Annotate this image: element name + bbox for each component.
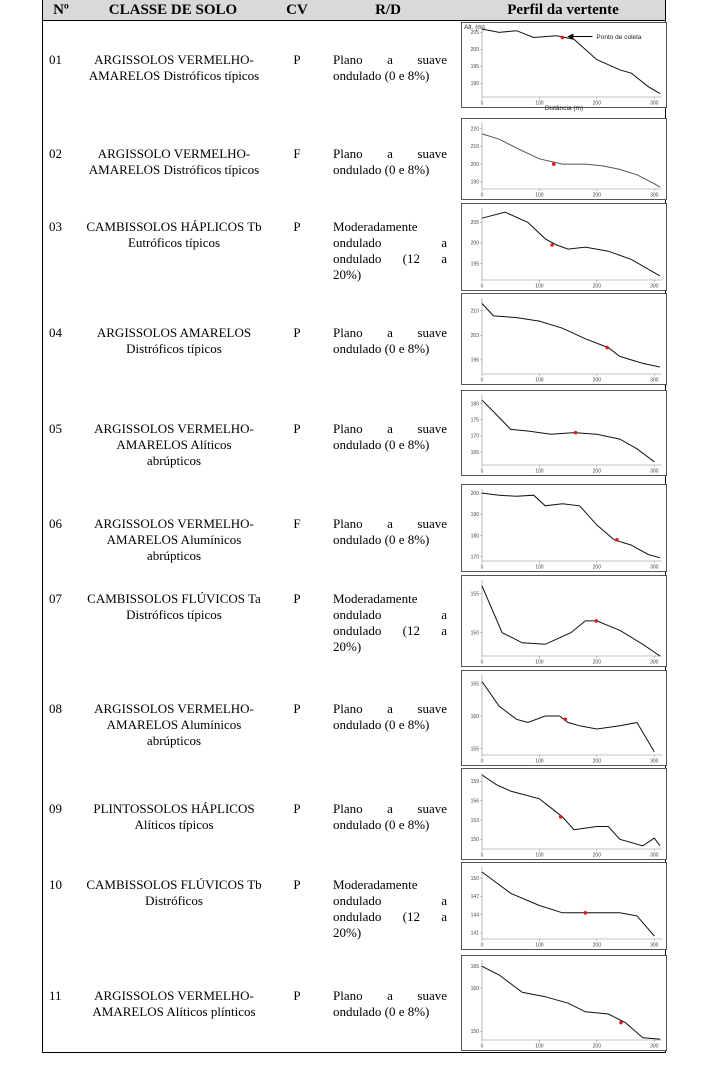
y-tick-label: 210 (470, 308, 479, 315)
soil-class-line: CAMBISSOLOS HÁPLICOS Tb (86, 219, 262, 234)
y-tick-label: 190 (470, 81, 479, 88)
cv-value: P (293, 801, 301, 816)
relief-line: ondulado a (333, 607, 447, 622)
profile-chart-svg (462, 671, 666, 765)
table-header (43, 0, 665, 21)
row-number: 08 (49, 701, 62, 716)
x-tick-label: 100 (535, 852, 544, 859)
x-tick-label: 200 (592, 564, 602, 571)
profile-line (482, 872, 654, 936)
relief-description (333, 877, 447, 941)
y-tick-label: 175 (470, 417, 479, 424)
x-tick-label: 100 (535, 192, 544, 199)
x-tick-label: 300 (650, 942, 659, 949)
row-number: 03 (49, 219, 62, 234)
profile-line (482, 212, 660, 276)
relief-line: 20%) (333, 639, 362, 654)
row-number: 10 (49, 877, 62, 892)
relief-description (333, 219, 447, 283)
x-tick-label: 200 (592, 100, 602, 107)
relief-line: Moderadamente (333, 219, 418, 234)
soil-table (42, 0, 666, 1053)
profile-chart (461, 955, 667, 1051)
x-tick-label: 100 (535, 1043, 544, 1050)
x-tick-label: 200 (592, 659, 602, 666)
profile-chart-svg (462, 769, 666, 859)
collection-point-marker (619, 1021, 623, 1025)
row-number: 04 (49, 325, 62, 340)
cv-value: P (293, 421, 301, 436)
soil-class-line: abrúpticos (146, 453, 202, 468)
cv-value: P (293, 325, 301, 340)
collection-point-marker (615, 538, 619, 542)
x-tick-label: 200 (592, 852, 602, 859)
relief-line: Plano a suave (333, 701, 447, 716)
relief-line: ondulado (0 e 8%) (333, 162, 430, 177)
y-tick-label: 141 (470, 930, 479, 937)
x-tick-label: 300 (650, 564, 659, 571)
y-tick-label: 170 (470, 554, 479, 561)
profile-chart (461, 293, 667, 385)
profile-line (482, 586, 660, 656)
cv-value: P (293, 988, 301, 1003)
y-tick-label: 200 (470, 240, 479, 247)
x-tick-label: 200 (592, 283, 602, 290)
relief-description (333, 801, 447, 833)
cv-value: P (293, 701, 301, 716)
y-tick-label: 153 (470, 817, 479, 824)
y-tick-label: 205 (470, 30, 479, 37)
soil-class-line: Distróficos (145, 893, 203, 908)
soil-class-line: AMARELOS Distróficos típicos (88, 162, 260, 177)
x-tick-label: 100 (535, 377, 544, 384)
x-tick-label: 200 (592, 377, 602, 384)
x-tick-label: 0 (480, 659, 484, 666)
y-tick-label: 205 (470, 220, 479, 227)
profile-line (482, 682, 654, 752)
soil-class-line: AMARELOS Alíticos plínticos (92, 1004, 256, 1019)
soil-class-line: ARGISSOLOS VERMELHO- (94, 52, 254, 67)
x-tick-label: 100 (535, 468, 544, 475)
profile-chart (461, 768, 667, 860)
relief-line: ondulado (0 e 8%) (333, 532, 430, 547)
x-tick-label: 0 (480, 100, 484, 107)
soil-class-line: Distróficos típicos (126, 341, 222, 356)
soil-class-line: abrúpticos (146, 548, 202, 563)
relief-line: ondulado (12 a (333, 623, 447, 638)
relief-line: Plano a suave (333, 801, 447, 816)
relief-line: ondulado (0 e 8%) (333, 817, 430, 832)
x-tick-label: 0 (480, 758, 484, 765)
relief-line: ondulado (12 a (333, 909, 447, 924)
x-tick-label: 200 (592, 758, 602, 765)
soil-class-line: Alíticos típicos (134, 817, 214, 832)
soil-class-line: PLINTOSSOLOS HÁPLICOS (93, 801, 255, 816)
profile-chart (461, 118, 667, 200)
cv-value: P (293, 52, 301, 67)
y-tick-label: 159 (470, 779, 479, 786)
relief-line: ondulado a (333, 235, 447, 250)
row-number: 06 (49, 516, 62, 531)
x-tick-label: 100 (535, 659, 544, 666)
soil-class-line: AMARELOS Alumínicos (106, 532, 242, 547)
header-cv: CV (286, 2, 308, 18)
x-tick-label: 100 (535, 564, 544, 571)
soil-class-line: CAMBISSOLOS FLÚVICOS Ta (87, 591, 261, 606)
y-tick-label: 180 (470, 401, 479, 408)
relief-description (333, 421, 447, 453)
soil-class-line: ARGISSOLOS VERMELHO- (94, 988, 254, 1003)
y-tick-label: 190 (470, 512, 479, 519)
soil-class (73, 146, 275, 178)
x-tick-label: 300 (650, 1043, 659, 1050)
x-tick-label: 0 (480, 377, 484, 384)
relief-description (333, 988, 447, 1020)
x-tick-label: 300 (650, 100, 659, 107)
relief-description (333, 591, 447, 655)
collection-point-marker (559, 815, 563, 819)
x-tick-label: 200 (592, 468, 602, 475)
y-tick-label: 170 (470, 433, 479, 440)
profile-chart-svg (462, 294, 666, 384)
x-tick-label: 300 (650, 852, 659, 859)
profile-line (482, 966, 660, 1039)
y-tick-label: 200 (470, 47, 479, 54)
soil-class-line: Distróficos típicos (126, 607, 222, 622)
relief-line: Moderadamente (333, 877, 418, 892)
profile-chart (461, 203, 667, 291)
profile-chart (461, 22, 667, 108)
y-tick-label: 165 (470, 964, 479, 971)
soil-class-line: ARGISSOLOS VERMELHO- (94, 421, 254, 436)
relief-description (333, 325, 447, 357)
x-tick-label: 0 (480, 564, 484, 571)
header-classe: CLASSE DE SOLO (108, 2, 238, 18)
y-tick-label: 200 (470, 490, 479, 497)
x-axis-title: Distância (m) (544, 105, 584, 112)
x-tick-label: 300 (650, 283, 659, 290)
collection-point-marker (550, 243, 554, 247)
x-tick-label: 200 (592, 192, 602, 199)
row-number: 05 (49, 421, 62, 436)
y-tick-label: 220 (470, 126, 479, 133)
profile-chart-svg (462, 204, 666, 290)
header-num: Nº (53, 2, 69, 18)
profile-chart (461, 670, 667, 766)
profile-chart-svg (462, 863, 666, 949)
soil-class-line: abrúpticos (146, 733, 202, 748)
y-tick-label: 150 (470, 837, 479, 844)
relief-line: ondulado (0 e 8%) (333, 437, 430, 452)
y-tick-label: 155 (470, 591, 479, 598)
collection-point-marker (561, 36, 565, 40)
relief-line: Plano a suave (333, 516, 447, 531)
y-tick-label: 200 (470, 161, 479, 168)
row-number: 02 (49, 146, 62, 161)
soil-class-line: ARGISSOLOS VERMELHO- (94, 516, 254, 531)
soil-class (73, 988, 275, 1020)
y-tick-label: 150 (470, 630, 479, 637)
y-tick-label: 190 (470, 179, 479, 186)
x-tick-label: 300 (650, 758, 659, 765)
relief-description (333, 516, 447, 548)
profile-chart-svg (462, 119, 666, 199)
soil-class (73, 877, 275, 909)
x-tick-label: 0 (480, 283, 484, 290)
row-number: 09 (49, 801, 62, 816)
profile-line (482, 134, 660, 187)
soil-class-line: Eutróficos típicos (127, 235, 221, 250)
soil-class-line: AMARELOS Alíticos (116, 437, 232, 452)
x-tick-label: 300 (650, 377, 659, 384)
y-tick-label: 155 (470, 746, 479, 753)
soil-class (73, 52, 275, 84)
x-tick-label: 300 (650, 659, 659, 666)
relief-line: ondulado a (333, 893, 447, 908)
y-tick-label: 160 (470, 985, 479, 992)
relief-line: Plano a suave (333, 421, 447, 436)
marker-label: Ponto de coleta (596, 34, 642, 41)
x-tick-label: 0 (480, 468, 484, 475)
relief-line: ondulado (12 a (333, 251, 447, 266)
y-tick-label: 150 (470, 875, 479, 882)
x-tick-label: 100 (535, 758, 544, 765)
cv-value: P (293, 877, 301, 892)
profile-chart-svg (462, 485, 666, 571)
soil-class (73, 421, 275, 469)
collection-point-marker (563, 717, 567, 721)
soil-class-line: ARGISSOLO VERMELHO- (97, 146, 251, 161)
relief-line: ondulado (0 e 8%) (333, 717, 430, 732)
profile-line (482, 400, 654, 462)
row-number: 07 (49, 591, 62, 606)
profile-chart (461, 862, 667, 950)
relief-line: Plano a suave (333, 988, 447, 1003)
relief-line: ondulado (0 e 8%) (333, 341, 430, 356)
x-tick-label: 0 (480, 1043, 484, 1050)
collection-point-marker (552, 162, 556, 166)
profile-chart-svg (462, 23, 666, 107)
soil-class (73, 801, 275, 833)
soil-class-line: AMARELOS Alumínicos (106, 717, 242, 732)
soil-class-line: AMARELOS Distróficos típicos (88, 68, 260, 83)
relief-description (333, 52, 447, 84)
profile-chart-svg (462, 956, 666, 1050)
header-rd: R/D (375, 2, 401, 18)
y-tick-label: 210 (470, 144, 479, 151)
x-tick-label: 0 (480, 852, 484, 859)
soil-class-line: ARGISSOLOS AMARELOS (96, 325, 252, 340)
cv-value: P (293, 591, 301, 606)
profile-chart-svg (462, 391, 666, 475)
header-perfil: Perfil da vertente (507, 2, 619, 18)
soil-class (73, 701, 275, 749)
collection-point-marker (574, 431, 578, 435)
soil-class-line: CAMBISSOLOS FLÚVICOS Tb (86, 877, 262, 892)
row-number: 01 (49, 52, 62, 67)
x-tick-label: 200 (592, 942, 602, 949)
profile-chart-svg (462, 576, 666, 666)
soil-class (73, 325, 275, 357)
y-tick-label: 180 (470, 533, 479, 540)
x-tick-label: 300 (650, 192, 659, 199)
collection-point-marker (605, 346, 609, 350)
relief-line: Plano a suave (333, 325, 447, 340)
cv-value: P (293, 219, 301, 234)
y-tick-label: 150 (470, 1029, 479, 1036)
soil-class (73, 219, 275, 251)
relief-line: 20%) (333, 925, 362, 940)
relief-line: Moderadamente (333, 591, 418, 606)
profile-line (482, 304, 660, 368)
y-tick-label: 165 (470, 449, 479, 456)
y-axis-title: Alt. (m) (464, 24, 485, 31)
y-tick-label: 165 (470, 681, 479, 688)
row-number: 11 (49, 988, 62, 1003)
profile-line (482, 775, 660, 846)
relief-line: Plano a suave (333, 146, 447, 161)
y-tick-label: 144 (470, 912, 479, 919)
relief-line: Plano a suave (333, 52, 447, 67)
relief-description (333, 146, 447, 178)
cv-value: F (293, 516, 301, 531)
x-tick-label: 0 (480, 942, 484, 949)
y-tick-label: 195 (470, 261, 479, 268)
profile-chart (461, 390, 667, 476)
profile-chart (461, 484, 667, 572)
x-tick-label: 100 (535, 100, 544, 107)
y-tick-label: 195 (470, 64, 479, 71)
x-tick-label: 100 (535, 283, 544, 290)
x-tick-label: 100 (535, 942, 544, 949)
relief-description (333, 701, 447, 733)
relief-line: 20%) (333, 267, 362, 282)
soil-class-line: ARGISSOLOS VERMELHO- (94, 701, 254, 716)
x-tick-label: 0 (480, 192, 484, 199)
x-tick-label: 300 (650, 468, 659, 475)
collection-point-marker (594, 619, 598, 623)
x-tick-label: 200 (592, 1043, 602, 1050)
soil-class (73, 516, 275, 564)
profile-chart (461, 575, 667, 667)
relief-line: ondulado (0 e 8%) (333, 68, 430, 83)
y-tick-label: 196 (470, 357, 479, 364)
y-tick-label: 160 (470, 713, 479, 720)
collection-point-marker (584, 911, 588, 915)
soil-class (73, 591, 275, 623)
relief-line: ondulado (0 e 8%) (333, 1004, 430, 1019)
cv-value: F (293, 146, 301, 161)
y-tick-label: 147 (470, 894, 479, 901)
profile-line (482, 493, 660, 558)
y-tick-label: 203 (470, 333, 479, 340)
y-tick-label: 156 (470, 798, 479, 805)
